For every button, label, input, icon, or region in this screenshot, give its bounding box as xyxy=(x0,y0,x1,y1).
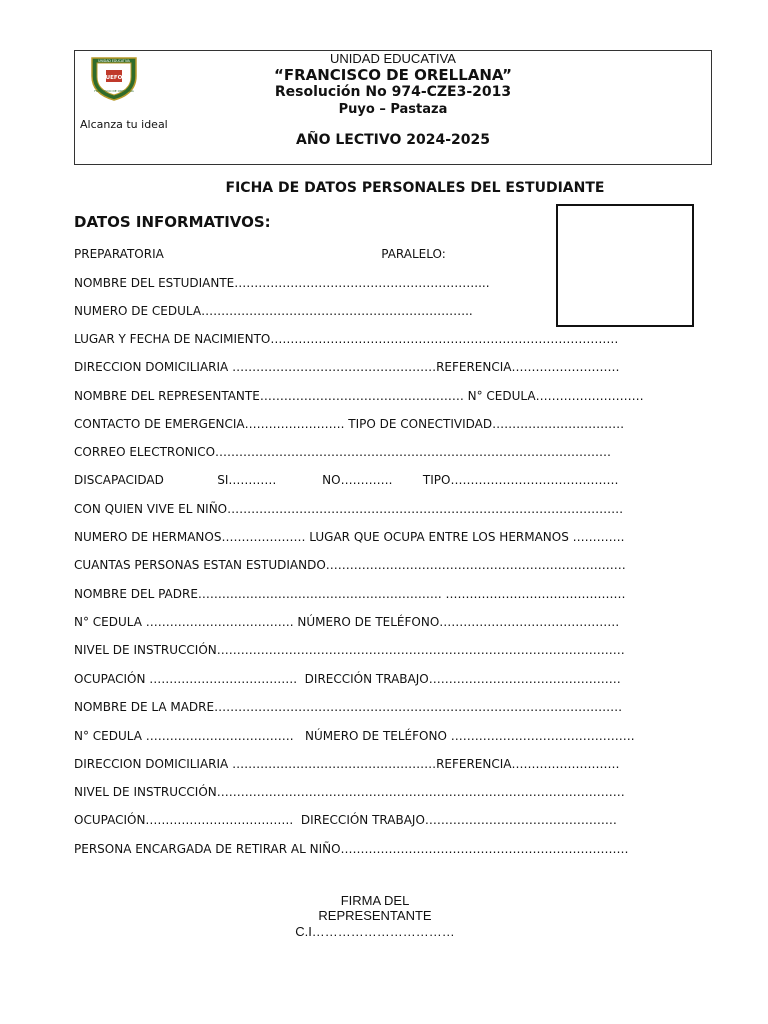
signature-role: REPRESENTANTE xyxy=(318,908,432,923)
field-numero-cedula: NUMERO DE CEDULA………………………………………………………….. xyxy=(74,304,473,318)
field-numero-hermanos: NUMERO DE HERMANOS………………… LUGAR QUE OCUPA ENTRE LOS HERMANOS …………. xyxy=(74,530,625,544)
field-personas-estudiando: CUANTAS PERSONAS ESTAN ESTUDIANDO………………………………………………………………… xyxy=(74,558,626,572)
field-nombre-padre: NOMBRE DEL PADRE……………………………………………………. ……………………………………… xyxy=(74,587,626,601)
field-contacto-emergencia: CONTACTO DE EMERGENCIA……………………. TIPO DE CONECTIVIDAD…………………………… xyxy=(74,417,625,431)
location: Puyo – Pastaza xyxy=(338,102,448,117)
signature-ci: C.I…………………………… xyxy=(295,924,455,939)
field-cedula-madre: N° CEDULA ………………………………. NÚMERO DE TELÉFONO ………………………………………. xyxy=(74,729,635,743)
field-preparatoria: PREPARATORIA PARALELO: xyxy=(74,247,446,261)
field-nombre-madre: NOMBRE DE LA MADRE………………………………………………………………………………………… xyxy=(74,700,623,714)
field-lugar-fecha-nacimiento: LUGAR Y FECHA DE NACIMIENTO…………………………………………………………………………… xyxy=(74,332,619,346)
photo-box xyxy=(556,204,694,327)
school-logo xyxy=(86,54,142,102)
logo-ring-text: FRANCISCO DE ORELLANA xyxy=(94,89,134,93)
school-year: AÑO LECTIVO 2024-2025 xyxy=(296,132,490,148)
logo-center-text: UEFO xyxy=(105,75,123,81)
signature-label: FIRMA DEL xyxy=(340,893,410,908)
field-nombre-representante: NOMBRE DEL REPRESENTANTE…………………………………………… N° CEDULA……………………… xyxy=(74,389,644,403)
resolution: Resolución No 974-CZE3-2013 xyxy=(274,84,512,100)
field-cedula-padre: N° CEDULA ………………………………. NÚMERO DE TELÉFONO……………………………………… xyxy=(74,615,620,629)
field-instruccion-padre: NIVEL DE INSTRUCCIÓN………………………………………………………………………………………… xyxy=(74,643,625,657)
motto: Alcanza tu ideal xyxy=(80,118,168,131)
field-direccion-domiciliaria: DIRECCION DOMICILIARIA ……………………………………………REFERENCIA……………………… xyxy=(74,360,620,374)
field-ocupacion-padre: OCUPACIÓN ………………………………. DIRECCIÓN TRABAJO………………………………………… xyxy=(74,672,621,686)
form-title: FICHA DE DATOS PERSONALES DEL ESTUDIANTE xyxy=(225,180,605,196)
field-con-quien-vive: CON QUIEN VIVE EL NIÑO……………………………………………………………………………………… xyxy=(74,502,624,516)
field-persona-retira: PERSONA ENCARGADA DE RETIRAR AL NIÑO……………………………………………………………… xyxy=(74,842,629,856)
logo-top-text: UNIDAD EDUCATIVA xyxy=(98,59,130,63)
field-instruccion-madre: NIVEL DE INSTRUCCIÓN………………………………………………………………………………………… xyxy=(74,785,625,799)
school-type: UNIDAD EDUCATIVA xyxy=(330,51,456,66)
field-direccion-madre: DIRECCION DOMICILIARIA ……………………………………………REFERENCIA……………………… xyxy=(74,757,620,771)
section-title: DATOS INFORMATIVOS: xyxy=(74,213,271,231)
field-ocupacion-madre: OCUPACIÓN………………………………. DIRECCIÓN TRABAJO………………………………………… xyxy=(74,813,617,827)
field-correo-electronico: CORREO ELECTRONICO……………………………………………………………………………………… xyxy=(74,445,612,459)
field-nombre-estudiante: NOMBRE DEL ESTUDIANTE…………………………………………………….... xyxy=(74,276,490,290)
field-discapacidad: DISCAPACIDAD SI………… NO…………. TIPO…………………………………… xyxy=(74,473,619,487)
school-name: “FRANCISCO DE ORELLANA” xyxy=(273,66,513,84)
